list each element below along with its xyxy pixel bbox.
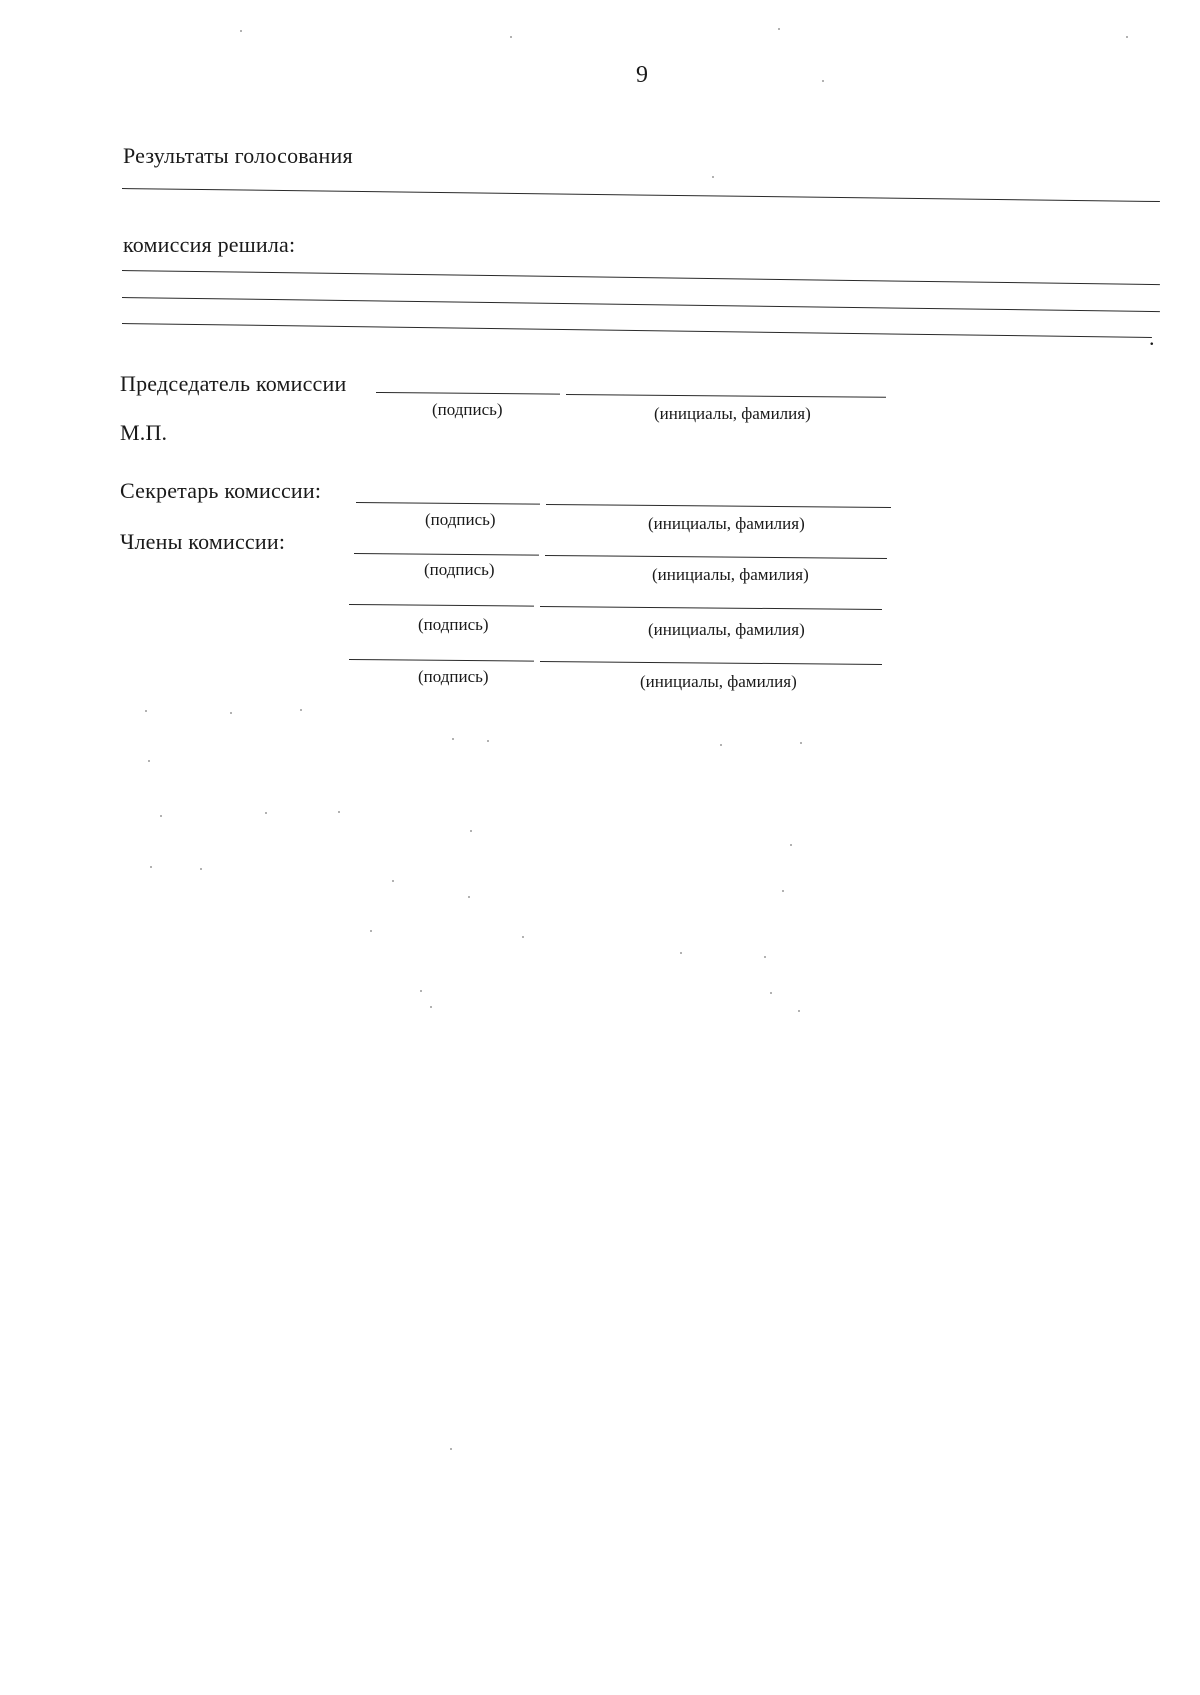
chairman-name-caption: (инициалы, фамилия) — [654, 404, 811, 423]
chairman-signature-line — [376, 392, 560, 395]
member-3-name-caption: (инициалы, фамилия) — [640, 672, 797, 691]
decision-end-mark: . — [1149, 325, 1155, 350]
chairman-signature-caption: (подпись) — [432, 400, 503, 419]
decision-line-2 — [122, 297, 1160, 312]
member-2-signature-line — [349, 604, 534, 607]
members-label: Члены комиссии: — [120, 529, 286, 554]
decision-line-1 — [122, 270, 1160, 285]
secretary-signature-caption: (подпись) — [425, 510, 496, 529]
chairman-label: Председатель комиссии — [120, 371, 347, 396]
member-3-name-line — [540, 661, 882, 665]
page-number: 9 — [636, 62, 648, 88]
seal-label: М.П. — [120, 420, 168, 445]
voting-results-line — [122, 188, 1160, 202]
secretary-signature-line — [356, 502, 540, 505]
member-2-signature-caption: (подпись) — [418, 615, 489, 634]
member-1-name-line — [545, 555, 887, 559]
member-1-signature-line — [354, 553, 539, 556]
member-3-signature-line — [349, 659, 534, 662]
member-2-name-line — [540, 606, 882, 610]
secretary-name-caption: (инициалы, фамилия) — [648, 514, 805, 533]
member-1-name-caption: (инициалы, фамилия) — [652, 565, 809, 584]
voting-results-label: Результаты голосования — [123, 143, 353, 168]
decision-line-3 — [122, 323, 1152, 338]
commission-decided-label: комиссия решила: — [123, 232, 296, 257]
secretary-name-line — [546, 504, 891, 508]
secretary-label: Секретарь комиссии: — [120, 478, 322, 503]
member-2-name-caption: (инициалы, фамилия) — [648, 620, 805, 639]
chairman-name-line — [566, 394, 886, 398]
member-3-signature-caption: (подпись) — [418, 667, 489, 686]
member-1-signature-caption: (подпись) — [424, 560, 495, 579]
